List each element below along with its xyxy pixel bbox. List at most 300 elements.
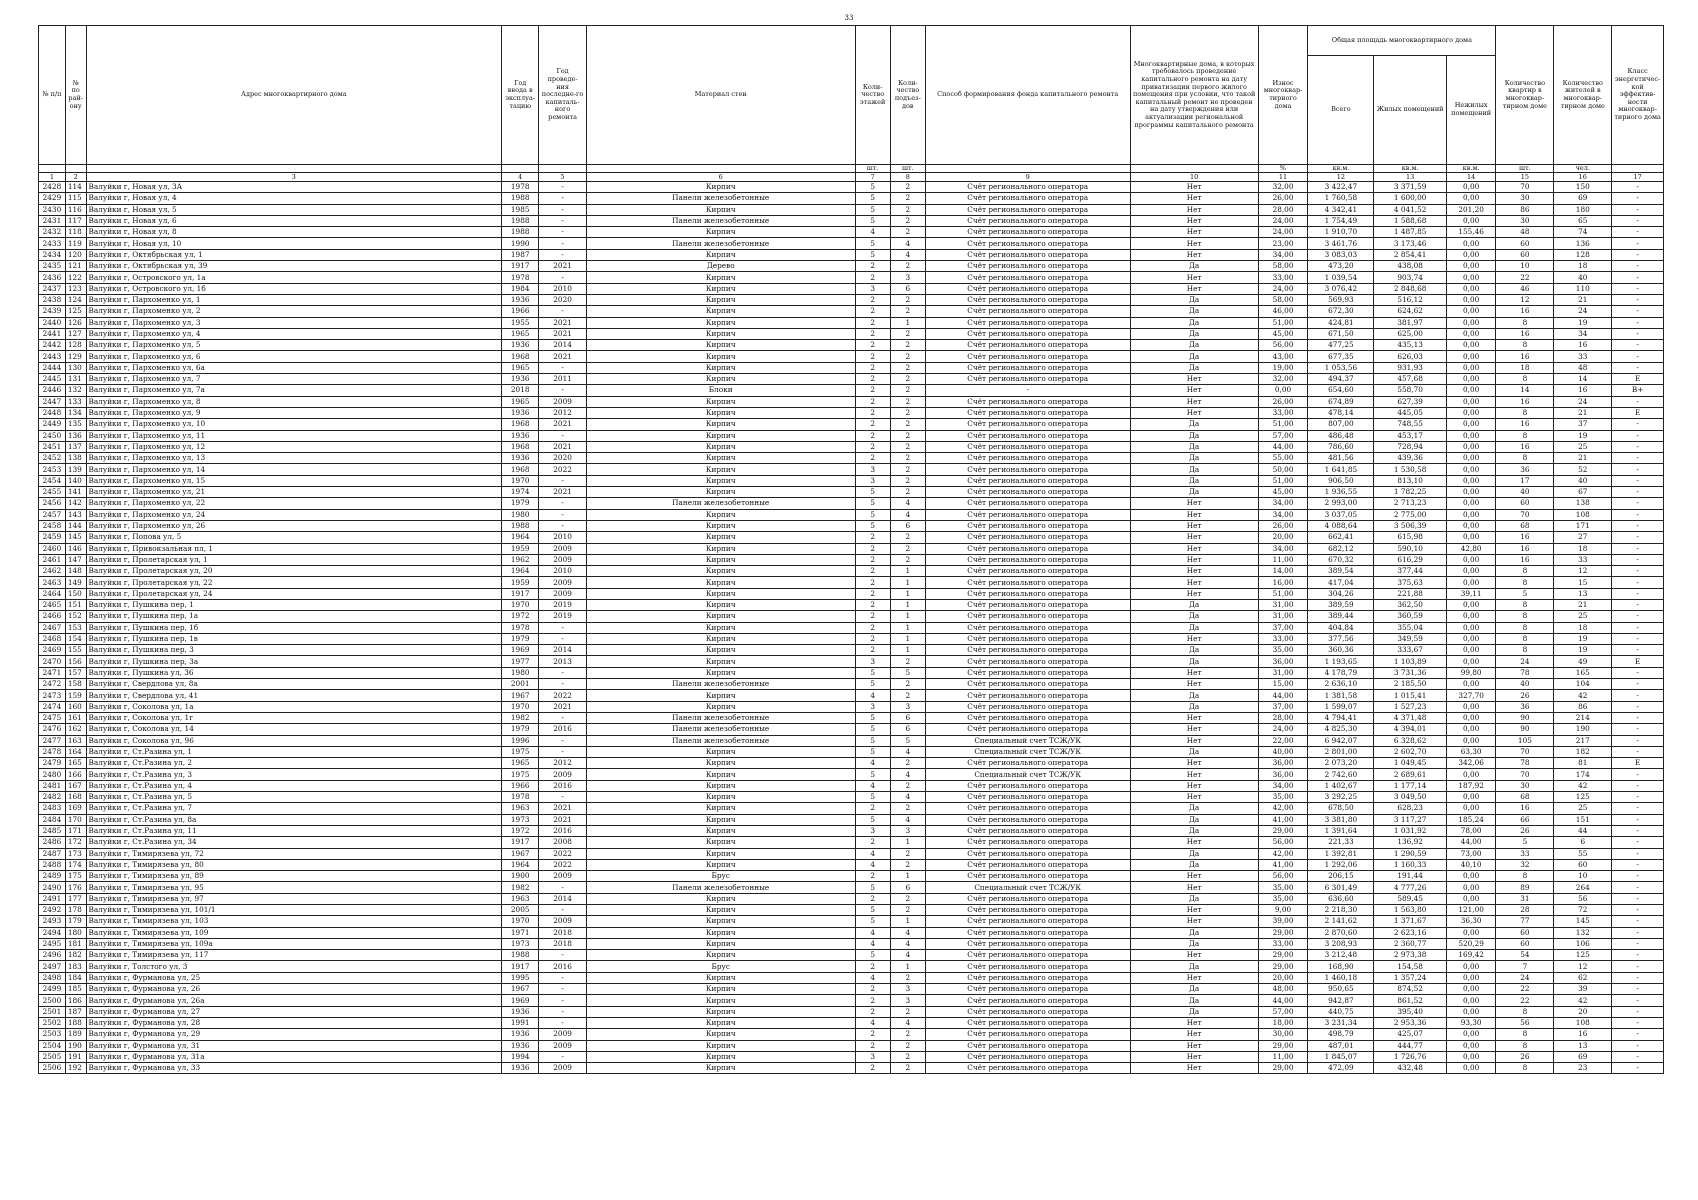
cell-commission-year: 1966	[502, 780, 539, 791]
table-row	[39, 1029, 1664, 1040]
cell-fund-method: Счёт регионального оператора	[925, 950, 1130, 961]
cell-repair-required: Нет	[1130, 1051, 1258, 1062]
cell-wall-material: Кирпич	[586, 780, 855, 791]
cell-commission-year: 1959	[502, 577, 539, 588]
cell-last-repair-year: -	[539, 746, 587, 757]
cell-floors: 5	[855, 746, 890, 757]
cell-floors: 2	[855, 1040, 890, 1051]
cell-district-index: 115	[65, 193, 86, 204]
cell-district-index: 167	[65, 780, 86, 791]
cell-wear: 43,00	[1258, 351, 1308, 362]
cell-area-nonresidential: 0,00	[1446, 611, 1496, 622]
cell-entrances: 1	[890, 611, 925, 622]
cell-area-nonresidential: 0,00	[1446, 215, 1496, 226]
col-header-fund-method: Способ формирования фонда капитального ремонта	[925, 26, 1130, 165]
cell-wear: 33,00	[1258, 272, 1308, 283]
cell-repair-required: Нет	[1130, 916, 1258, 927]
cell-repair-required: Нет	[1130, 554, 1258, 565]
cell-area-nonresidential: 0,00	[1446, 362, 1496, 373]
cell-entrances: 2	[890, 1029, 925, 1040]
table-row	[39, 566, 1664, 577]
cell-wear: 29,00	[1258, 961, 1308, 972]
cell-entrances: 2	[890, 453, 925, 464]
cell-area-residential: 624,62	[1374, 306, 1446, 317]
cell-fund-method: Счёт регионального оператора	[925, 204, 1130, 215]
cell-area-total: 473,20	[1308, 261, 1374, 272]
cell-commission-year: 1965	[502, 328, 539, 339]
col-header-entrances: Коли-чество подъез-дов	[890, 26, 925, 165]
cell-address: Валуйки г, Пушкина пер, 3	[86, 645, 502, 656]
cell-commission-year: 1979	[502, 724, 539, 735]
cell-commission-year: 1988	[502, 950, 539, 961]
table-row	[39, 769, 1664, 780]
cell-address: Валуйки г, Пархоменко ул, 13	[86, 453, 502, 464]
cell-index: 2446	[39, 385, 66, 396]
cell-index: 2476	[39, 724, 66, 735]
cell-fund-method: Счёт регионального оператора	[925, 396, 1130, 407]
cell-energy-class: -	[1612, 984, 1664, 995]
cell-area-residential: 1 049,45	[1374, 758, 1446, 769]
cell-area-nonresidential: 0,00	[1446, 972, 1496, 983]
cell-last-repair-year: 2010	[539, 532, 587, 543]
cell-index: 2456	[39, 498, 66, 509]
cell-fund-method: Счёт регионального оператора	[925, 419, 1130, 430]
cell-floors: 4	[855, 938, 890, 949]
cell-apartments: 30	[1496, 193, 1554, 204]
cell-wall-material: Кирпич	[586, 577, 855, 588]
cell-wall-material: Кирпич	[586, 701, 855, 712]
cell-index: 2470	[39, 656, 66, 667]
cell-area-total: 2 218,30	[1308, 905, 1374, 916]
cell-commission-year: 1936	[502, 1063, 539, 1074]
cell-district-index: 156	[65, 656, 86, 667]
cell-entrances: 3	[890, 272, 925, 283]
col-header-address: Адрес многоквартирного дома	[86, 26, 502, 165]
cell-index: 2485	[39, 825, 66, 836]
cell-area-residential: 3 173,46	[1374, 238, 1446, 249]
column-number: 12	[1308, 173, 1374, 182]
cell-area-residential: 1 527,23	[1374, 701, 1446, 712]
cell-apartments: 8	[1496, 374, 1554, 385]
cell-residents: 125	[1554, 950, 1612, 961]
cell-district-index: 131	[65, 374, 86, 385]
cell-floors: 5	[855, 520, 890, 531]
cell-repair-required: Нет	[1130, 780, 1258, 791]
cell-address: Валуйки г, Островского ул, 1а	[86, 272, 502, 283]
cell-address: Валуйки г, Пархоменко ул, 7а	[86, 385, 502, 396]
cell-last-repair-year: -	[539, 215, 587, 226]
cell-wear: 33,00	[1258, 407, 1308, 418]
cell-fund-method: Специальный счет ТСЖ/УК	[925, 769, 1130, 780]
cell-wall-material: Кирпич	[586, 656, 855, 667]
cell-floors: 3	[855, 475, 890, 486]
cell-commission-year: 1965	[502, 362, 539, 373]
table-row	[39, 577, 1664, 588]
cell-entrances: 2	[890, 306, 925, 317]
cell-wall-material: Кирпич	[586, 475, 855, 486]
cell-entrances: 2	[890, 261, 925, 272]
cell-entrances: 5	[890, 735, 925, 746]
cell-repair-required: Да	[1130, 351, 1258, 362]
cell-district-index: 166	[65, 769, 86, 780]
cell-area-residential: 1 103,89	[1374, 656, 1446, 667]
cell-index: 2465	[39, 599, 66, 610]
cell-floors: 2	[855, 893, 890, 904]
cell-area-nonresidential: 0,00	[1446, 792, 1496, 803]
cell-district-index: 178	[65, 905, 86, 916]
cell-area-nonresidential: 0,00	[1446, 566, 1496, 577]
table-row	[39, 599, 1664, 610]
cell-energy-class: -	[1612, 351, 1664, 362]
cell-wall-material: Кирпич	[586, 407, 855, 418]
cell-energy-class: -	[1612, 1017, 1664, 1028]
cell-wear: 23,00	[1258, 238, 1308, 249]
cell-apartments: 30	[1496, 780, 1554, 791]
cell-commission-year: 2001	[502, 679, 539, 690]
column-number: 7	[855, 173, 890, 182]
cell-index: 2478	[39, 746, 66, 757]
cell-wall-material: Кирпич	[586, 272, 855, 283]
column-number: 6	[586, 173, 855, 182]
cell-wall-material: Брус	[586, 871, 855, 882]
table-row	[39, 509, 1664, 520]
table-row	[39, 498, 1664, 509]
cell-apartments: 8	[1496, 577, 1554, 588]
cell-energy-class: -	[1612, 859, 1664, 870]
cell-repair-required: Да	[1130, 814, 1258, 825]
cell-area-residential: 355,04	[1374, 622, 1446, 633]
cell-floors: 2	[855, 306, 890, 317]
cell-commission-year: 1965	[502, 758, 539, 769]
cell-wear: 44,00	[1258, 995, 1308, 1006]
cell-address: Валуйки г, Тимирязева ул, 109	[86, 927, 502, 938]
cell-fund-method: Счёт регионального оператора	[925, 464, 1130, 475]
cell-wall-material: Кирпич	[586, 893, 855, 904]
cell-fund-method: Счёт регионального оператора	[925, 848, 1130, 859]
cell-area-residential: 3 506,39	[1374, 520, 1446, 531]
cell-energy-class: -	[1612, 543, 1664, 554]
table-row	[39, 1063, 1664, 1074]
cell-area-residential: 438,08	[1374, 261, 1446, 272]
cell-apartments: 16	[1496, 543, 1554, 554]
cell-area-total: 654,60	[1308, 385, 1374, 396]
cell-wear: 51,00	[1258, 317, 1308, 328]
cell-last-repair-year: 2010	[539, 283, 587, 294]
cell-fund-method: Специальный счет ТСЖ/УК	[925, 746, 1130, 757]
cell-district-index: 184	[65, 972, 86, 983]
cell-wear: 16,00	[1258, 577, 1308, 588]
cell-index: 2458	[39, 520, 66, 531]
column-number: 3	[86, 173, 502, 182]
cell-fund-method: Счёт регионального оператора	[925, 984, 1130, 995]
cell-floors: 2	[855, 577, 890, 588]
cell-fund-method: Счёт регионального оператора	[925, 340, 1130, 351]
cell-last-repair-year: -	[539, 306, 587, 317]
cell-index: 2494	[39, 927, 66, 938]
cell-floors: 5	[855, 950, 890, 961]
cell-district-index: 190	[65, 1040, 86, 1051]
cell-entrances: 6	[890, 712, 925, 723]
cell-floors: 2	[855, 328, 890, 339]
cell-energy-class: -	[1612, 1051, 1664, 1062]
column-number: 5	[539, 173, 587, 182]
cell-address: Валуйки г, Новая ул, 8	[86, 227, 502, 238]
cell-area-total: 1 039,54	[1308, 272, 1374, 283]
cell-wall-material: Кирпич	[586, 769, 855, 780]
cell-area-nonresidential: 0,00	[1446, 430, 1496, 441]
cell-area-total: 360,36	[1308, 645, 1374, 656]
cell-address: Валуйки г, Соколова ул, 1а	[86, 701, 502, 712]
cell-repair-required: Нет	[1130, 407, 1258, 418]
cell-energy-class: E	[1612, 758, 1664, 769]
table-row	[39, 927, 1664, 938]
cell-wear: 19,00	[1258, 362, 1308, 373]
cell-last-repair-year: 2012	[539, 758, 587, 769]
cell-entrances: 2	[890, 780, 925, 791]
cell-area-residential: 1 563,80	[1374, 905, 1446, 916]
cell-energy-class: -	[1612, 622, 1664, 633]
cell-last-repair-year: -	[539, 249, 587, 260]
table-row	[39, 916, 1664, 927]
cell-apartments: 24	[1496, 972, 1554, 983]
cell-residents: 40	[1554, 475, 1612, 486]
cell-entrances: 2	[890, 419, 925, 430]
unit-wear: %	[1258, 165, 1308, 173]
cell-commission-year: 1967	[502, 848, 539, 859]
cell-floors: 5	[855, 182, 890, 193]
cell-floors: 5	[855, 735, 890, 746]
cell-repair-required: Да	[1130, 859, 1258, 870]
cell-fund-method: Счёт регионального оператора	[925, 283, 1130, 294]
cell-wall-material: Панели железобетонные	[586, 735, 855, 746]
cell-address: Валуйки г, Ст.Разина ул, 3	[86, 769, 502, 780]
cell-area-residential: 903,74	[1374, 272, 1446, 283]
cell-area-nonresidential: 0,00	[1446, 498, 1496, 509]
cell-area-nonresidential: 0,00	[1446, 995, 1496, 1006]
cell-commission-year: 1970	[502, 475, 539, 486]
cell-apartments: 30	[1496, 215, 1554, 226]
cell-area-total: 671,50	[1308, 328, 1374, 339]
cell-last-repair-year: 2021	[539, 317, 587, 328]
column-number: 14	[1446, 173, 1496, 182]
cell-residents: 13	[1554, 1040, 1612, 1051]
cell-area-total: 1 392,81	[1308, 848, 1374, 859]
cell-wear: 35,00	[1258, 882, 1308, 893]
cell-area-total: 389,54	[1308, 566, 1374, 577]
cell-index: 2460	[39, 543, 66, 554]
cell-area-total: 1 599,07	[1308, 701, 1374, 712]
cell-residents: 19	[1554, 430, 1612, 441]
cell-energy-class: -	[1612, 769, 1664, 780]
cell-repair-required: Да	[1130, 690, 1258, 701]
cell-floors: 5	[855, 204, 890, 215]
cell-wear: 51,00	[1258, 475, 1308, 486]
cell-address: Валуйки г, Соколова ул, 14	[86, 724, 502, 735]
cell-energy-class: -	[1612, 814, 1664, 825]
cell-wear: 24,00	[1258, 283, 1308, 294]
cell-entrances: 2	[890, 475, 925, 486]
table-row	[39, 746, 1664, 757]
cell-wall-material: Кирпич	[586, 1006, 855, 1017]
cell-wall-material: Кирпич	[586, 306, 855, 317]
cell-area-total: 1 936,55	[1308, 487, 1374, 498]
cell-fund-method: Счёт регионального оператора	[925, 995, 1130, 1006]
table-row	[39, 227, 1664, 238]
cell-wear: 24,00	[1258, 215, 1308, 226]
cell-repair-required: Нет	[1130, 204, 1258, 215]
cell-residents: 190	[1554, 724, 1612, 735]
cell-address: Валуйки г, Фурманова ул, 33	[86, 1063, 502, 1074]
cell-commission-year: 1964	[502, 859, 539, 870]
cell-area-nonresidential: 0,00	[1446, 1063, 1496, 1074]
cell-repair-required: Нет	[1130, 1029, 1258, 1040]
cell-repair-required: Нет	[1130, 215, 1258, 226]
cell-residents: 25	[1554, 611, 1612, 622]
table-row	[39, 272, 1664, 283]
cell-energy-class: E	[1612, 407, 1664, 418]
cell-energy-class: -	[1612, 724, 1664, 735]
cell-address: Валуйки г, Тимирязева ул, 72	[86, 848, 502, 859]
cell-fund-method: Счёт регионального оператора	[925, 1017, 1130, 1028]
cell-area-total: 1 381,58	[1308, 690, 1374, 701]
cell-repair-required: Нет	[1130, 588, 1258, 599]
column-number: 9	[925, 173, 1130, 182]
cell-residents: 25	[1554, 441, 1612, 452]
cell-residents: 12	[1554, 961, 1612, 972]
cell-energy-class: -	[1612, 554, 1664, 565]
cell-index: 2473	[39, 690, 66, 701]
cell-residents: 24	[1554, 306, 1612, 317]
table-row	[39, 182, 1664, 193]
cell-repair-required: Нет	[1130, 238, 1258, 249]
cell-last-repair-year: 2011	[539, 374, 587, 385]
table-header	[39, 26, 1664, 182]
cell-index: 2431	[39, 215, 66, 226]
cell-fund-method: Счёт регионального оператора	[925, 803, 1130, 814]
cell-last-repair-year: -	[539, 679, 587, 690]
cell-area-total: 486,48	[1308, 430, 1374, 441]
cell-area-total: 304,26	[1308, 588, 1374, 599]
unit-apartments: шт.	[1496, 165, 1554, 173]
cell-area-nonresidential: 0,00	[1446, 453, 1496, 464]
cell-address: Валуйки г, Фурманова ул, 26	[86, 984, 502, 995]
cell-last-repair-year: 2009	[539, 396, 587, 407]
cell-commission-year: 1975	[502, 769, 539, 780]
cell-district-index: 188	[65, 1017, 86, 1028]
cell-last-repair-year: -	[539, 882, 587, 893]
cell-fund-method: Счёт регионального оператора	[925, 927, 1130, 938]
cell-wear: 36,00	[1258, 656, 1308, 667]
cell-apartments: 36	[1496, 464, 1554, 475]
cell-entrances: 6	[890, 724, 925, 735]
cell-area-residential: 2 953,36	[1374, 1017, 1446, 1028]
cell-area-nonresidential: 0,00	[1446, 1006, 1496, 1017]
cell-apartments: 7	[1496, 961, 1554, 972]
cell-area-total: 4 088,64	[1308, 520, 1374, 531]
cell-district-index: 136	[65, 430, 86, 441]
cell-repair-required: Нет	[1130, 712, 1258, 723]
cell-wall-material: Кирпич	[586, 1040, 855, 1051]
cell-residents: 37	[1554, 419, 1612, 430]
cell-entrances: 2	[890, 1051, 925, 1062]
cell-energy-class: -	[1612, 317, 1664, 328]
cell-area-residential: 3 371,59	[1374, 182, 1446, 193]
cell-entrances: 2	[890, 430, 925, 441]
cell-area-nonresidential: 0,00	[1446, 238, 1496, 249]
cell-wall-material: Кирпич	[586, 950, 855, 961]
cell-commission-year: 1972	[502, 611, 539, 622]
cell-district-index: 126	[65, 317, 86, 328]
cell-repair-required: Нет	[1130, 950, 1258, 961]
cell-index: 2445	[39, 374, 66, 385]
cell-residents: 42	[1554, 690, 1612, 701]
cell-apartments: 68	[1496, 520, 1554, 531]
cell-area-total: 2 870,60	[1308, 927, 1374, 938]
cell-commission-year: 1936	[502, 1040, 539, 1051]
table-row	[39, 1040, 1664, 1051]
cell-area-residential: 1 600,00	[1374, 193, 1446, 204]
column-number-row	[39, 173, 1664, 182]
cell-wall-material: Кирпич	[586, 532, 855, 543]
cell-energy-class: -	[1612, 701, 1664, 712]
cell-commission-year: 1975	[502, 746, 539, 757]
cell-index: 2477	[39, 735, 66, 746]
cell-address: Валуйки г, Тимирязева ул, 97	[86, 893, 502, 904]
cell-repair-required: Нет	[1130, 1017, 1258, 1028]
cell-energy-class: -	[1612, 430, 1664, 441]
cell-area-total: 389,59	[1308, 599, 1374, 610]
cell-repair-required: Нет	[1130, 679, 1258, 690]
cell-last-repair-year: 2022	[539, 690, 587, 701]
cell-floors: 2	[855, 611, 890, 622]
cell-address: Валуйки г, Тимирязева ул, 103	[86, 916, 502, 927]
cell-fund-method: Счёт регионального оператора	[925, 712, 1130, 723]
cell-floors: 2	[855, 340, 890, 351]
cell-repair-required: Нет	[1130, 792, 1258, 803]
cell-index: 2435	[39, 261, 66, 272]
cell-last-repair-year: -	[539, 735, 587, 746]
cell-repair-required: Да	[1130, 938, 1258, 949]
cell-energy-class: -	[1612, 249, 1664, 260]
cell-fund-method: Счёт регионального оператора	[925, 1040, 1130, 1051]
cell-last-repair-year: 2009	[539, 577, 587, 588]
table-row	[39, 803, 1664, 814]
cell-wear: 20,00	[1258, 532, 1308, 543]
cell-wall-material: Панели железобетонные	[586, 882, 855, 893]
cell-floors: 4	[855, 758, 890, 769]
cell-repair-required: Да	[1130, 475, 1258, 486]
cell-area-nonresidential: 40,10	[1446, 859, 1496, 870]
cell-fund-method: Счёт регионального оператора	[925, 487, 1130, 498]
unit-area-nonresidential: кв.м.	[1446, 165, 1496, 173]
cell-apartments: 105	[1496, 735, 1554, 746]
cell-apartments: 70	[1496, 509, 1554, 520]
cell-district-index: 114	[65, 182, 86, 193]
cell-district-index: 123	[65, 283, 86, 294]
cell-area-residential: 590,10	[1374, 543, 1446, 554]
cell-area-total: 206,15	[1308, 871, 1374, 882]
cell-index: 2462	[39, 566, 66, 577]
cell-commission-year: 1988	[502, 215, 539, 226]
cell-floors: 2	[855, 1063, 890, 1074]
cell-district-index: 129	[65, 351, 86, 362]
cell-repair-required: Нет	[1130, 498, 1258, 509]
cell-address: Валуйки г, Островского ул, 1б	[86, 283, 502, 294]
cell-entrances: 2	[890, 385, 925, 396]
cell-entrances: 1	[890, 645, 925, 656]
cell-wall-material: Кирпич	[586, 351, 855, 362]
cell-index: 2461	[39, 554, 66, 565]
